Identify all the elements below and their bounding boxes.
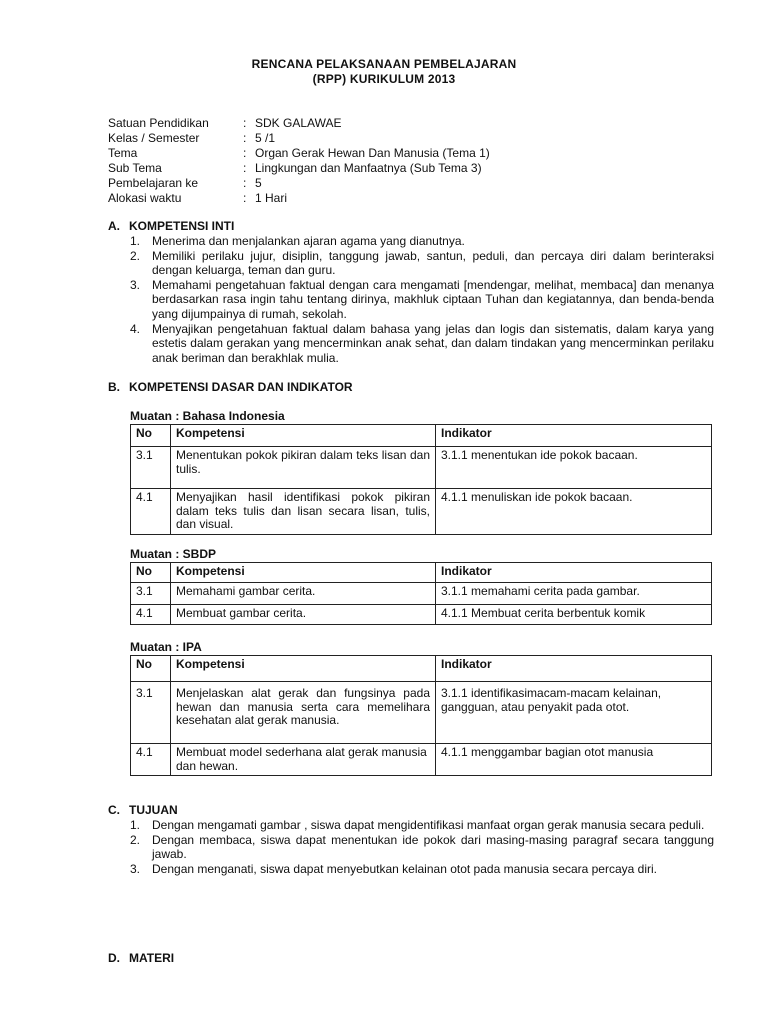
header-no: No	[131, 425, 171, 447]
list-number: 2.	[130, 248, 141, 263]
identity-label: Alokasi waktu	[108, 191, 182, 205]
section-title: TUJUAN	[129, 803, 178, 817]
cell-indikator: 4.1.1 menggambar bagian otot manusia	[436, 744, 712, 776]
section-title: KOMPETENSI INTI	[129, 219, 235, 233]
cell-no: 3.1	[131, 682, 171, 744]
cell-no: 3.1	[131, 583, 171, 605]
header-no: No	[131, 656, 171, 682]
kompetensi-table-bahasa-indonesia	[130, 424, 712, 535]
table-header-row	[131, 656, 712, 682]
muatan-label: Muatan : Bahasa Indonesia	[130, 409, 285, 423]
header-kompetensi: Kompetensi	[171, 425, 436, 447]
cell-indikator: 4.1.1 Membuat cerita berbentuk komik	[436, 605, 712, 625]
identity-row	[108, 191, 490, 206]
list-item	[130, 833, 714, 862]
kompetensi-inti-list	[130, 234, 714, 365]
identity-label: Kelas / Semester	[108, 131, 200, 145]
identity-label: Pembelajaran ke	[108, 176, 199, 190]
section-letter: C.	[108, 803, 120, 817]
section-letter: D.	[108, 951, 120, 965]
section-c-heading	[108, 803, 178, 817]
cell-kompetensi: Memahami gambar cerita.	[171, 583, 436, 605]
table-row	[131, 744, 712, 776]
cell-kompetensi: Menentukan pokok pikiran dalam teks lisan dan tulis.	[171, 447, 436, 489]
cell-no: 4.1	[131, 605, 171, 625]
table-row	[131, 682, 712, 744]
identity-value: Lingkungan dan Manfaatnya (Sub Tema 3)	[255, 161, 482, 175]
identity-row	[108, 176, 490, 191]
identity-separator: :	[243, 116, 247, 130]
section-title: MATERI	[129, 951, 175, 965]
list-number: 3.	[130, 861, 141, 876]
identity-row	[108, 116, 490, 131]
cell-indikator: 3.1.1 menentukan ide pokok bacaan.	[436, 447, 712, 489]
list-text: Dengan menganati, siswa dapat menyebutkan kelainan otot pada manusia secara percaya diri.	[152, 861, 657, 876]
list-text: Menyajikan pengetahuan faktual dalam bahasa yang jelas dan logis dan sistematis, dalam karya yang estetis dalam gerakan yang mencerminkan anak sehat, dan dalam tindakan yang mencerminkan perilaku anak beriman dan berakhlak mulia.	[152, 321, 714, 365]
cell-no: 3.1	[131, 447, 171, 489]
identity-value: SDK GALAWAE	[255, 116, 342, 130]
section-title: KOMPETENSI DASAR DAN INDIKATOR	[129, 380, 353, 394]
header-no: No	[131, 563, 171, 583]
identity-block	[108, 116, 490, 206]
cell-indikator: 3.1.1 identifikasimacam-macam kelainan, gangguan, atau penyakit pada otot.	[436, 682, 712, 744]
list-item	[130, 862, 714, 877]
header-kompetensi: Kompetensi	[171, 656, 436, 682]
identity-value: 1 Hari	[255, 191, 288, 205]
table-row	[131, 605, 712, 625]
identity-value: 5 /1	[255, 131, 276, 145]
list-item	[130, 234, 714, 249]
identity-row	[108, 131, 490, 146]
list-number: 3.	[130, 277, 141, 292]
section-a-heading	[108, 219, 234, 233]
list-item	[130, 249, 714, 278]
cell-kompetensi: Membuat model sederhana alat gerak manusia dan hewan.	[171, 744, 436, 776]
table-row	[131, 583, 712, 605]
identity-label: Tema	[108, 146, 138, 160]
table-row	[131, 447, 712, 489]
identity-value: 5	[255, 176, 262, 190]
list-item	[130, 278, 714, 322]
kompetensi-table-sbdp	[130, 562, 712, 625]
list-text: Memahami pengetahuan faktual dengan cara mengamati [mendengar, melihat, membaca] dan menanya berdasarkan rasa ingin tahu tentang dirinya, makhluk ciptaan Tuhan dan kegiatannya, dan benda-benda yang dijumpainya di rumah, sekolah.	[152, 277, 714, 321]
list-text: Menerima dan menjalankan ajaran agama yang dianutnya.	[152, 234, 465, 248]
identity-separator: :	[243, 176, 247, 190]
identity-separator: :	[243, 161, 247, 175]
cell-no: 4.1	[131, 744, 171, 776]
muatan-label: Muatan : SBDP	[130, 547, 217, 561]
list-number: 4.	[130, 321, 141, 336]
list-number: 2.	[130, 832, 141, 847]
kompetensi-table-ipa	[130, 655, 712, 776]
list-text: Dengan mengamati gambar , siswa dapat mengidentifikasi manfaat organ gerak manusia secara peduli.	[152, 818, 705, 832]
list-text: Dengan membaca, siswa dapat menentukan ide pokok dari masing-masing paragraf secara tanggung jawab.	[152, 832, 714, 862]
section-b-heading	[108, 380, 353, 394]
list-number: 1.	[130, 234, 141, 248]
identity-separator: :	[243, 146, 247, 160]
identity-row	[108, 146, 490, 161]
document-title-line1: RENCANA PELAKSANAAN PEMBELAJARAN	[251, 57, 517, 71]
table-header-row	[131, 425, 712, 447]
section-letter: A.	[108, 219, 120, 233]
identity-separator: :	[243, 131, 247, 145]
identity-value: Organ Gerak Hewan Dan Manusia (Tema 1)	[255, 146, 490, 160]
cell-kompetensi: Menjelaskan alat gerak dan fungsinya pada hewan dan manusia serta cara memelihara kesehatan alat gerak manusia.	[171, 682, 436, 744]
identity-row	[108, 161, 490, 176]
header-indikator: Indikator	[436, 563, 712, 583]
identity-label: Sub Tema	[108, 161, 162, 175]
header-kompetensi: Kompetensi	[171, 563, 436, 583]
muatan-label: Muatan : IPA	[130, 640, 202, 654]
list-item	[130, 322, 714, 366]
cell-indikator: 4.1.1 menuliskan ide pokok bacaan.	[436, 489, 712, 535]
list-text: Memiliki perilaku jujur, disiplin, tanggung jawab, santun, peduli, dan percaya diri dalam berinteraksi dengan keluarga, teman dan guru.	[152, 248, 714, 278]
identity-separator: :	[243, 191, 247, 205]
cell-kompetensi: Membuat gambar cerita.	[171, 605, 436, 625]
cell-no: 4.1	[131, 489, 171, 535]
table-header-row	[131, 563, 712, 583]
header-indikator: Indikator	[436, 656, 712, 682]
table-row	[131, 489, 712, 535]
document-title-line2: (RPP) KURIKULUM 2013	[312, 72, 456, 86]
header-indikator: Indikator	[436, 425, 712, 447]
identity-label: Satuan Pendidikan	[108, 116, 209, 130]
section-letter: B.	[108, 380, 120, 394]
tujuan-list	[130, 818, 714, 876]
list-item	[130, 818, 714, 833]
cell-indikator: 3.1.1 memahami cerita pada gambar.	[436, 583, 712, 605]
section-d-heading	[108, 951, 174, 965]
list-number: 1.	[130, 818, 141, 832]
cell-kompetensi: Menyajikan hasil identifikasi pokok pikiran dalam teks tulis dan lisan secara lisan, tulis, dan visual.	[171, 489, 436, 535]
